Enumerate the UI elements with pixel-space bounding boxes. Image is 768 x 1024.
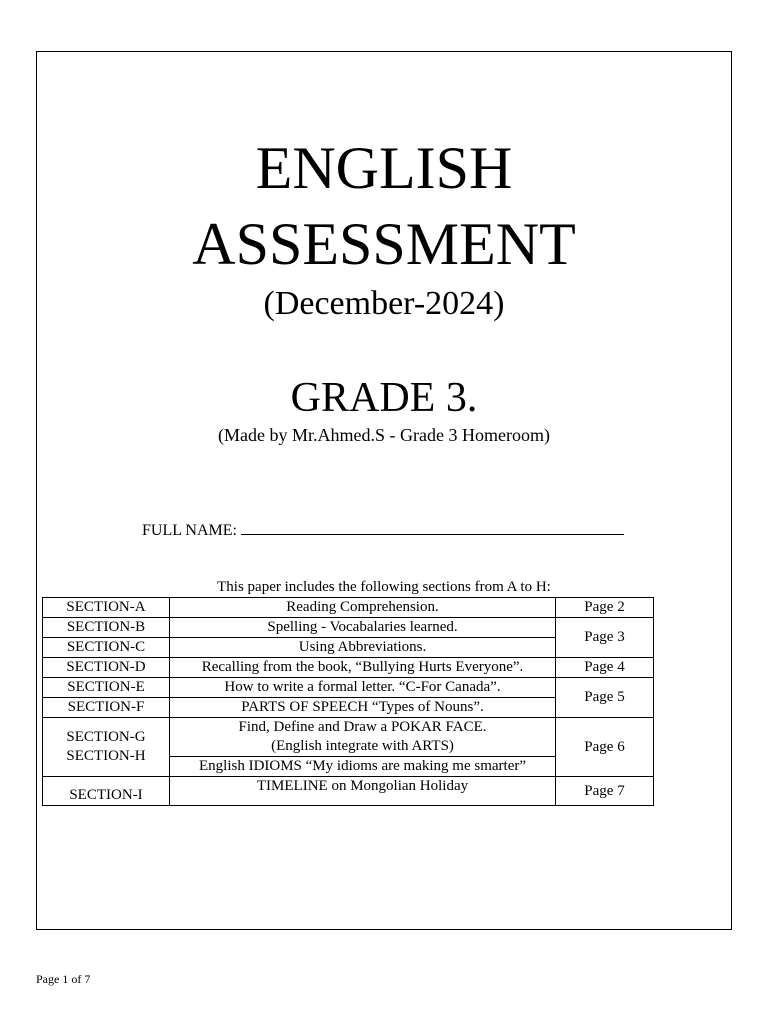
section-page: Page 7 — [556, 777, 654, 806]
table-row — [43, 658, 654, 678]
section-topic: Reading Comprehension. — [170, 598, 556, 618]
section-label: SECTION-H — [66, 748, 146, 764]
title-line-2: ASSESSMENT — [192, 211, 576, 277]
section-page: Page 6 — [556, 718, 654, 777]
section-label: SECTION-C — [43, 638, 170, 658]
full-name-label: FULL NAME: — [142, 522, 237, 539]
table-row — [43, 777, 654, 806]
section-topic: Spelling - Vocabalaries learned. — [170, 618, 556, 638]
page-number: Page 1 of 7 — [36, 972, 91, 986]
section-topic: How to write a formal letter. “C-For Canada”. — [170, 678, 556, 698]
sections-intro: This paper includes the following sections from A to H: — [217, 579, 551, 595]
sections-table — [42, 597, 654, 806]
section-label-group — [43, 718, 170, 777]
assessment-date: (December-2024) — [263, 285, 505, 322]
section-topic: PARTS OF SPEECH “Types of Nouns”. — [170, 698, 556, 718]
table-row — [43, 598, 654, 618]
section-topic: English IDIOMS “My idioms are making me smarter” — [170, 757, 556, 777]
section-page: Page 4 — [556, 658, 654, 678]
section-page: Page 3 — [556, 618, 654, 658]
section-topic: TIMELINE on Mongolian Holiday — [170, 777, 556, 806]
section-label: SECTION-B — [43, 618, 170, 638]
section-label: SECTION-D — [43, 658, 170, 678]
section-page: Page 5 — [556, 678, 654, 718]
table-row — [43, 718, 654, 757]
section-label: SECTION-I — [43, 777, 170, 806]
section-label: SECTION-E — [43, 678, 170, 698]
full-name-field — [142, 520, 624, 541]
title-line-1: ENGLISH — [255, 135, 513, 201]
section-topic-line: (English integrate with ARTS) — [271, 738, 454, 754]
section-label: SECTION-F — [43, 698, 170, 718]
full-name-blank-line[interactable] — [241, 520, 624, 535]
section-label: SECTION-A — [43, 598, 170, 618]
grade-heading: GRADE 3. — [290, 375, 478, 421]
table-row — [43, 678, 654, 698]
section-topic: Recalling from the book, “Bullying Hurts Everyone”. — [170, 658, 556, 678]
section-label: SECTION-G — [66, 729, 146, 745]
author-credit: (Made by Mr.Ahmed.S - Grade 3 Homeroom) — [218, 425, 550, 445]
section-topic — [170, 718, 556, 757]
section-topic-line: Find, Define and Draw a POKAR FACE. — [238, 719, 487, 735]
section-topic: Using Abbreviations. — [170, 638, 556, 658]
section-page: Page 2 — [556, 598, 654, 618]
table-row — [43, 618, 654, 638]
